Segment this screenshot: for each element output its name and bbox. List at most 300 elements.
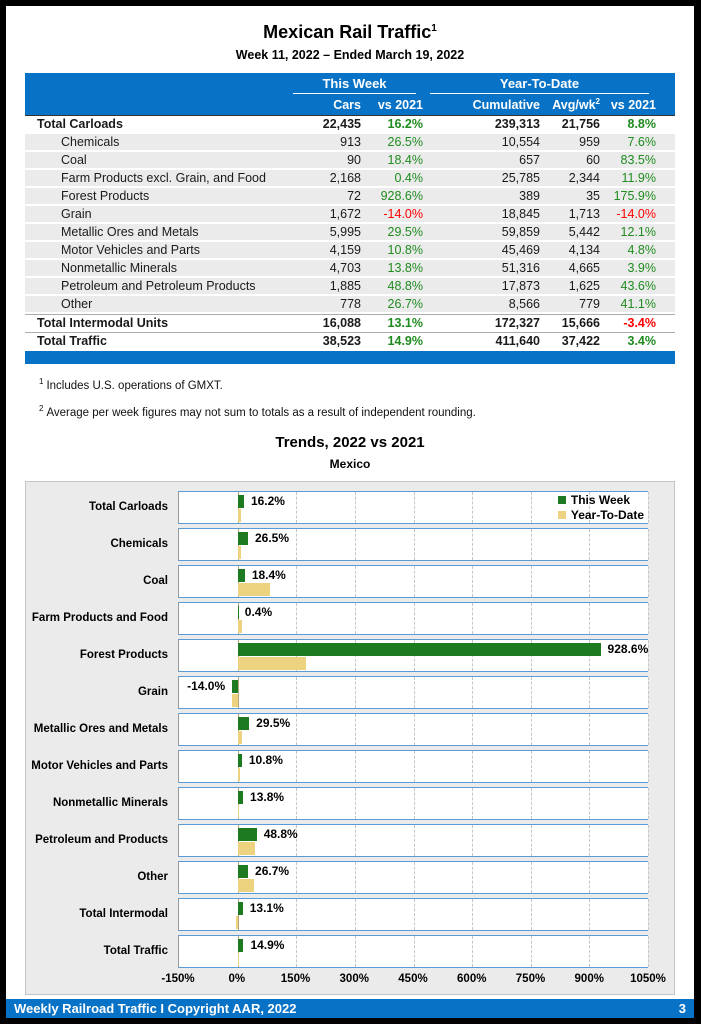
gridline bbox=[648, 825, 649, 856]
chart-plot bbox=[26, 491, 674, 968]
cell-vs2021-ytd: 3.4% bbox=[627, 333, 656, 348]
row-label: Coal bbox=[61, 153, 87, 167]
page-title-text: Mexican Rail Traffic bbox=[263, 22, 432, 42]
legend-label: Year-To-Date bbox=[570, 508, 644, 523]
footer-bar bbox=[6, 999, 694, 1018]
cell-cars: 1,885 bbox=[329, 279, 361, 293]
legend-item bbox=[558, 508, 644, 523]
cell-cumulative: 8,566 bbox=[508, 297, 540, 311]
chart-row bbox=[26, 935, 674, 968]
category-label: Nonmetallic Minerals bbox=[52, 796, 168, 809]
cell-avg-wk: 779 bbox=[579, 297, 600, 311]
gridline bbox=[296, 899, 297, 930]
legend-label: This Week bbox=[570, 493, 630, 508]
gridline bbox=[648, 862, 649, 893]
table-body bbox=[25, 116, 675, 350]
avg-wk-footnote-marker: 2 bbox=[595, 96, 600, 106]
plot-box bbox=[178, 602, 648, 635]
gridline bbox=[355, 529, 356, 560]
column-header-avg-wk bbox=[540, 97, 600, 112]
bar-this-week bbox=[232, 680, 237, 693]
chart-title: Trends, 2022 vs 2021 bbox=[275, 433, 425, 451]
cell-avg-wk: 35 bbox=[586, 189, 600, 203]
gridline bbox=[355, 862, 356, 893]
bar-year-to-date bbox=[238, 620, 243, 633]
gridline bbox=[414, 714, 415, 745]
cell-vs2021-ytd: 4.8% bbox=[627, 243, 656, 257]
bar-value-label: 13.1% bbox=[249, 900, 284, 915]
gridline bbox=[355, 936, 356, 967]
category-label: Total Carloads bbox=[88, 500, 168, 513]
traffic-table bbox=[25, 73, 675, 364]
gridline bbox=[648, 566, 649, 597]
footer-page-number: 3 bbox=[678, 1001, 686, 1016]
cell-cars: 72 bbox=[347, 189, 361, 203]
gridline bbox=[296, 566, 297, 597]
gridline bbox=[355, 899, 356, 930]
gridline bbox=[355, 603, 356, 634]
gridline bbox=[296, 603, 297, 634]
gridline bbox=[589, 788, 590, 819]
bar-year-to-date bbox=[236, 916, 237, 929]
gridline bbox=[296, 788, 297, 819]
bar-this-week bbox=[238, 569, 245, 582]
cell-vs2021-week: 928.6% bbox=[380, 189, 423, 203]
table-row bbox=[25, 116, 675, 134]
gridline bbox=[472, 566, 473, 597]
gridline bbox=[531, 862, 532, 893]
cell-cumulative: 51,316 bbox=[501, 261, 540, 275]
gridline bbox=[472, 788, 473, 819]
chart-row bbox=[26, 787, 674, 820]
axis-tick-label: 750% bbox=[515, 972, 546, 985]
row-label: Forest Products bbox=[61, 189, 150, 203]
bar-year-to-date bbox=[238, 509, 241, 522]
gridline bbox=[472, 936, 473, 967]
chart-row bbox=[26, 528, 674, 561]
bar-this-week bbox=[238, 532, 248, 545]
gridline bbox=[355, 788, 356, 819]
axis-tick-label: 300% bbox=[339, 972, 369, 985]
cell-cars: 2,168 bbox=[329, 171, 361, 185]
gridline bbox=[414, 751, 415, 782]
gridline bbox=[355, 714, 356, 745]
cell-vs2021-week: 26.7% bbox=[387, 297, 423, 311]
table-bottom-bar bbox=[25, 351, 675, 364]
bar-value-label: 48.8% bbox=[263, 826, 298, 841]
plot-box bbox=[178, 787, 648, 820]
chart-row bbox=[26, 824, 674, 857]
bar-this-week bbox=[238, 606, 239, 619]
footnote-2-marker: 2 bbox=[39, 403, 44, 413]
cell-avg-wk: 5,442 bbox=[568, 225, 600, 239]
cell-avg-wk: 15,666 bbox=[561, 315, 600, 330]
cell-cars: 778 bbox=[340, 297, 361, 311]
bar-this-week bbox=[238, 495, 244, 508]
column-header-cumulative: Cumulative bbox=[472, 97, 540, 112]
row-label: Chemicals bbox=[61, 135, 120, 149]
chart-row bbox=[26, 861, 674, 894]
bar-value-label: 13.8% bbox=[250, 789, 285, 804]
gridline bbox=[531, 825, 532, 856]
bar-this-week bbox=[238, 865, 248, 878]
gridline bbox=[355, 825, 356, 856]
gridline bbox=[531, 714, 532, 745]
table-row bbox=[25, 170, 675, 188]
cell-vs2021-ytd: -3.4% bbox=[623, 315, 656, 330]
cell-vs2021-ytd: 11.9% bbox=[621, 171, 656, 185]
chart-row bbox=[26, 750, 674, 783]
cell-vs2021-week: 0.4% bbox=[394, 171, 423, 185]
table-row bbox=[25, 134, 675, 152]
gridline bbox=[648, 714, 649, 745]
cell-vs2021-week: 26.5% bbox=[387, 135, 423, 149]
gridline bbox=[648, 603, 649, 634]
gridline bbox=[589, 825, 590, 856]
row-label: Total Intermodal Units bbox=[37, 315, 169, 330]
cell-vs2021-week: 13.1% bbox=[387, 315, 423, 330]
axis-tick-label: 150% bbox=[280, 972, 311, 985]
gridline bbox=[414, 936, 415, 967]
cell-cars: 5,995 bbox=[329, 225, 361, 239]
chart-row bbox=[26, 639, 674, 672]
gridline bbox=[531, 899, 532, 930]
cell-vs2021-week: 13.8% bbox=[387, 261, 423, 275]
legend-item bbox=[558, 493, 644, 508]
cell-avg-wk: 21,756 bbox=[561, 117, 600, 131]
category-label: Farm Products and Food bbox=[31, 611, 168, 624]
zero-line bbox=[238, 677, 239, 708]
cell-avg-wk: 4,134 bbox=[568, 243, 600, 257]
cell-cumulative: 389 bbox=[519, 189, 540, 203]
legend-swatch bbox=[558, 496, 566, 504]
column-header-cars: Cars bbox=[333, 97, 361, 112]
axis-tick-label: -150% bbox=[161, 972, 195, 985]
category-label: Other bbox=[137, 870, 168, 883]
row-label: Total Traffic bbox=[37, 333, 107, 348]
cell-vs2021-ytd: 175.9% bbox=[613, 189, 656, 203]
gridline bbox=[296, 936, 297, 967]
gridline bbox=[589, 936, 590, 967]
gridline bbox=[355, 492, 356, 523]
legend-swatch bbox=[558, 511, 566, 519]
chart-panel bbox=[25, 481, 675, 995]
plot-box bbox=[178, 935, 648, 968]
cell-avg-wk: 2,344 bbox=[568, 171, 600, 185]
plot-box bbox=[178, 824, 648, 857]
cell-cars: 90 bbox=[347, 153, 361, 167]
chart-row bbox=[26, 676, 674, 709]
footnote-1-text: Includes U.S. operations of GMXT. bbox=[46, 379, 223, 392]
bar-year-to-date bbox=[238, 583, 271, 596]
bar-value-label: 26.7% bbox=[255, 863, 290, 878]
gridline bbox=[648, 677, 649, 708]
cell-vs2021-ytd: 3.9% bbox=[627, 261, 656, 275]
gridline bbox=[296, 677, 297, 708]
cell-vs2021-ytd: 41.1% bbox=[620, 297, 656, 311]
plot-box bbox=[178, 898, 648, 931]
footnote-1 bbox=[39, 374, 675, 394]
cell-vs2021-ytd: 8.8% bbox=[627, 117, 656, 131]
chart-row bbox=[26, 565, 674, 598]
chart-row bbox=[26, 713, 674, 746]
plot-box bbox=[178, 528, 648, 561]
gridline bbox=[472, 603, 473, 634]
row-label: Motor Vehicles and Parts bbox=[61, 243, 200, 257]
table-row bbox=[25, 152, 675, 170]
bar-value-label: 29.5% bbox=[256, 715, 291, 730]
gridline bbox=[296, 492, 297, 523]
footnote-2 bbox=[39, 401, 675, 421]
axis-tick-label: 600% bbox=[457, 972, 487, 985]
chart-x-axis bbox=[161, 972, 666, 989]
bar-value-label: 16.2% bbox=[250, 493, 285, 508]
gridline bbox=[531, 751, 532, 782]
cell-vs2021-ytd: 12.1% bbox=[620, 225, 656, 239]
cell-vs2021-ytd: 43.6% bbox=[620, 279, 656, 293]
cell-vs2021-week: 48.8% bbox=[387, 279, 423, 293]
gridline bbox=[531, 566, 532, 597]
gridline bbox=[472, 862, 473, 893]
cell-avg-wk: 4,665 bbox=[568, 261, 600, 275]
plot-box bbox=[178, 750, 648, 783]
cell-vs2021-week: -14.0% bbox=[383, 207, 423, 221]
table-row bbox=[25, 314, 675, 332]
row-label: Total Carloads bbox=[37, 117, 123, 131]
gridline bbox=[589, 603, 590, 634]
avg-wk-text: Avg/wk bbox=[552, 98, 596, 113]
table-header bbox=[25, 73, 675, 116]
plot-box bbox=[178, 713, 648, 746]
gridline bbox=[648, 936, 649, 967]
table-row bbox=[25, 242, 675, 260]
bar-this-week bbox=[238, 902, 243, 915]
cell-cumulative: 239,313 bbox=[494, 117, 540, 131]
bar-this-week bbox=[238, 754, 242, 767]
cell-cumulative: 411,640 bbox=[495, 333, 540, 348]
footnote-2-text: Average per week figures may not sum to totals as a result of independent rounding. bbox=[46, 406, 476, 419]
bar-value-label: 26.5% bbox=[254, 530, 289, 545]
cell-vs2021-week: 10.8% bbox=[387, 243, 423, 257]
gridline bbox=[472, 529, 473, 560]
chart-row bbox=[26, 491, 674, 524]
bar-value-label: 0.4% bbox=[244, 604, 273, 619]
bar-year-to-date bbox=[238, 731, 243, 744]
gridline bbox=[648, 788, 649, 819]
gridline bbox=[472, 751, 473, 782]
gridline bbox=[648, 492, 649, 523]
cell-cars: 1,672 bbox=[329, 207, 361, 221]
gridline bbox=[355, 677, 356, 708]
bar-this-week bbox=[238, 791, 243, 804]
footnotes bbox=[25, 374, 675, 421]
column-group-this-week: This Week bbox=[293, 76, 416, 94]
gridline bbox=[589, 862, 590, 893]
column-group-year-to-date: Year-To-Date bbox=[430, 76, 649, 94]
gridline bbox=[589, 566, 590, 597]
bar-year-to-date bbox=[238, 842, 255, 855]
category-label: Grain bbox=[137, 685, 168, 698]
footer-text: Weekly Railroad Traffic I Copyright AAR, 2022 bbox=[14, 1001, 297, 1016]
gridline bbox=[589, 677, 590, 708]
cell-cumulative: 59,859 bbox=[501, 225, 540, 239]
plot-box bbox=[178, 639, 648, 672]
bar-this-week bbox=[238, 643, 601, 656]
bar-value-label: 928.6% bbox=[607, 641, 649, 656]
column-header-vs2021-ytd: vs 2021 bbox=[610, 97, 656, 112]
plot-box bbox=[178, 491, 648, 524]
cell-cumulative: 18,845 bbox=[501, 207, 540, 221]
cell-avg-wk: 959 bbox=[579, 135, 600, 149]
cell-cars: 4,703 bbox=[329, 261, 361, 275]
gridline bbox=[589, 529, 590, 560]
table-row bbox=[25, 278, 675, 296]
cell-vs2021-ytd: 7.6% bbox=[627, 135, 656, 149]
gridline bbox=[414, 788, 415, 819]
cell-cars: 22,435 bbox=[322, 117, 361, 131]
column-header-vs2021-week: vs 2021 bbox=[377, 97, 423, 112]
axis-tick-label: 450% bbox=[398, 972, 428, 985]
cell-avg-wk: 60 bbox=[586, 153, 600, 167]
category-label: Total Intermodal bbox=[79, 907, 168, 920]
gridline bbox=[414, 677, 415, 708]
gridline bbox=[355, 751, 356, 782]
gridline bbox=[296, 751, 297, 782]
gridline bbox=[414, 899, 415, 930]
axis-tick-label: 900% bbox=[574, 972, 604, 985]
table-header-columns bbox=[25, 94, 675, 115]
cell-cumulative: 10,554 bbox=[501, 135, 540, 149]
bar-value-label: 14.9% bbox=[250, 937, 285, 952]
cell-vs2021-week: 14.9% bbox=[387, 333, 423, 348]
cell-vs2021-week: 16.2% bbox=[387, 117, 423, 131]
bar-year-to-date bbox=[238, 953, 239, 966]
chart-legend bbox=[558, 493, 644, 523]
gridline bbox=[648, 751, 649, 782]
gridline bbox=[531, 603, 532, 634]
cell-cumulative: 172,327 bbox=[494, 315, 540, 330]
cell-vs2021-week: 29.5% bbox=[387, 225, 423, 239]
table-row bbox=[25, 188, 675, 206]
page-title bbox=[6, 18, 694, 43]
cell-cars: 913 bbox=[340, 135, 361, 149]
category-label: Petroleum and Products bbox=[35, 833, 168, 846]
bar-year-to-date bbox=[238, 805, 240, 818]
gridline bbox=[589, 899, 590, 930]
gridline bbox=[472, 714, 473, 745]
gridline bbox=[472, 825, 473, 856]
gridline bbox=[414, 492, 415, 523]
cell-vs2021-ytd: 83.5% bbox=[620, 153, 656, 167]
bar-value-label: 18.4% bbox=[251, 567, 286, 582]
cell-avg-wk: 1,713 bbox=[568, 207, 600, 221]
page-title-footnote-marker: 1 bbox=[431, 23, 437, 34]
table-row bbox=[25, 224, 675, 242]
row-label: Grain bbox=[61, 207, 92, 221]
bar-year-to-date bbox=[232, 694, 237, 707]
bar-value-label: 10.8% bbox=[248, 752, 283, 767]
gridline bbox=[531, 492, 532, 523]
row-label: Other bbox=[61, 297, 93, 311]
plot-box bbox=[178, 676, 648, 709]
cell-cumulative: 17,873 bbox=[501, 279, 540, 293]
footnote-1-marker: 1 bbox=[39, 377, 44, 386]
gridline bbox=[472, 492, 473, 523]
bar-this-week bbox=[238, 939, 244, 952]
bar-year-to-date bbox=[238, 768, 240, 781]
cell-cumulative: 25,785 bbox=[501, 171, 540, 185]
table-row bbox=[25, 296, 675, 314]
page-subtitle: Week 11, 2022 – Ended March 19, 2022 bbox=[235, 48, 465, 62]
gridline bbox=[531, 936, 532, 967]
cell-avg-wk: 1,625 bbox=[568, 279, 600, 293]
table-header-groups bbox=[25, 73, 675, 94]
plot-box bbox=[178, 861, 648, 894]
gridline bbox=[472, 677, 473, 708]
category-label: Chemicals bbox=[110, 537, 168, 550]
bar-year-to-date bbox=[238, 546, 241, 559]
table-row bbox=[25, 260, 675, 278]
bar-year-to-date bbox=[238, 657, 307, 670]
gridline bbox=[296, 862, 297, 893]
axis-tick-label: 0% bbox=[228, 972, 246, 985]
chart-row bbox=[26, 898, 674, 931]
gridline bbox=[296, 529, 297, 560]
gridline bbox=[589, 751, 590, 782]
cell-vs2021-week: 18.4% bbox=[387, 153, 423, 167]
plot-box bbox=[178, 565, 648, 598]
table-row bbox=[25, 206, 675, 224]
gridline bbox=[589, 714, 590, 745]
gridline bbox=[355, 566, 356, 597]
gridline bbox=[648, 529, 649, 560]
category-label: Motor Vehicles and Parts bbox=[31, 759, 168, 772]
cell-cumulative: 45,469 bbox=[501, 243, 540, 257]
category-label: Coal bbox=[143, 574, 168, 587]
bar-this-week bbox=[238, 717, 250, 730]
cell-cars: 4,159 bbox=[329, 243, 361, 257]
report-page bbox=[6, 6, 694, 1018]
gridline bbox=[531, 677, 532, 708]
gridline bbox=[531, 788, 532, 819]
gridline bbox=[296, 714, 297, 745]
gridline bbox=[414, 529, 415, 560]
gridline bbox=[648, 899, 649, 930]
bar-year-to-date bbox=[238, 879, 254, 892]
cell-cars: 38,523 bbox=[322, 333, 361, 348]
chart-subtitle: Mexico bbox=[329, 456, 371, 471]
gridline bbox=[472, 899, 473, 930]
gridline bbox=[414, 566, 415, 597]
category-label: Total Traffic bbox=[103, 944, 168, 957]
axis-tick-label: 1050% bbox=[630, 972, 666, 985]
table-row bbox=[25, 332, 675, 350]
row-label: Metallic Ores and Metals bbox=[61, 225, 199, 239]
row-label: Petroleum and Petroleum Products bbox=[61, 279, 256, 293]
row-label: Nonmetallic Minerals bbox=[61, 261, 178, 275]
category-label: Forest Products bbox=[79, 648, 168, 661]
bar-this-week bbox=[238, 828, 257, 841]
cell-cars: 16,088 bbox=[322, 315, 361, 330]
cell-cumulative: 657 bbox=[519, 153, 540, 167]
gridline bbox=[414, 862, 415, 893]
cell-vs2021-ytd: -14.0% bbox=[616, 207, 656, 221]
category-label: Metallic Ores and Metals bbox=[33, 722, 168, 735]
gridline bbox=[414, 825, 415, 856]
chart-row bbox=[26, 602, 674, 635]
row-label: Farm Products excl. Grain, and Food bbox=[61, 171, 266, 185]
gridline bbox=[531, 529, 532, 560]
